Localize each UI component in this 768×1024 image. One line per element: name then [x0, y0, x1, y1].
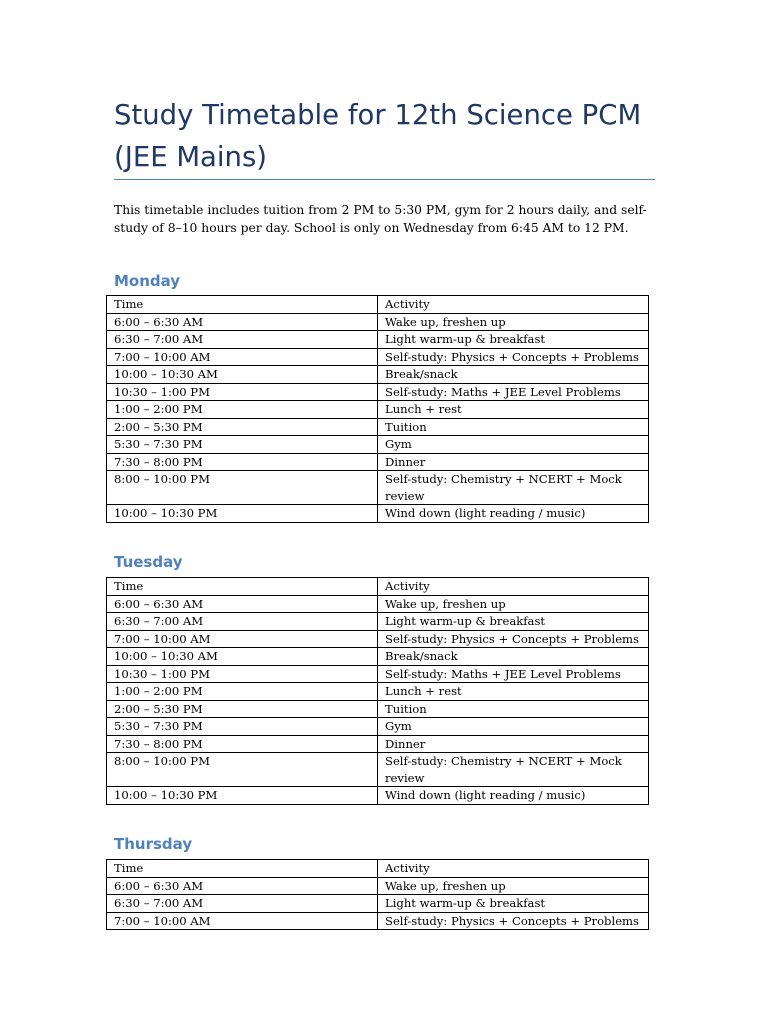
time-cell: 7:00 – 10:00 AM — [107, 912, 378, 930]
table-row — [107, 718, 649, 736]
table-row — [107, 331, 649, 349]
table-row — [107, 436, 649, 454]
table-row — [107, 683, 649, 701]
time-cell: 8:00 – 10:00 PM — [107, 753, 378, 787]
table-row — [107, 895, 649, 913]
activity-cell: Lunch + rest — [378, 401, 649, 419]
time-cell: 6:30 – 7:00 AM — [107, 613, 378, 631]
activity-cell: Self-study: Chemistry + NCERT + Mock review — [378, 471, 649, 505]
time-cell: Time — [107, 578, 378, 596]
document-title: Study Timetable for 12th Science PCM (JEE Mains) — [114, 99, 642, 173]
time-cell: 2:00 – 5:30 PM — [107, 700, 378, 718]
time-cell: Time — [107, 860, 378, 878]
table-header-row — [107, 860, 649, 878]
activity-cell: Activity — [378, 860, 649, 878]
table-row — [107, 735, 649, 753]
activity-cell: Gym — [378, 436, 649, 454]
time-cell: 2:00 – 5:30 PM — [107, 418, 378, 436]
timetable-monday — [106, 295, 649, 523]
time-cell: 6:00 – 6:30 AM — [107, 877, 378, 895]
table-header-row — [107, 296, 649, 314]
activity-cell: Self-study: Maths + JEE Level Problems — [378, 383, 649, 401]
time-cell: Time — [107, 296, 378, 314]
time-cell: 6:30 – 7:00 AM — [107, 895, 378, 913]
time-cell: 7:00 – 10:00 AM — [107, 348, 378, 366]
table-row — [107, 383, 649, 401]
timetable-tuesday — [106, 577, 649, 805]
activity-cell: Light warm-up & breakfast — [378, 613, 649, 631]
table-row — [107, 348, 649, 366]
table-row — [107, 471, 649, 505]
activity-cell: Dinner — [378, 735, 649, 753]
activity-cell: Self-study: Maths + JEE Level Problems — [378, 665, 649, 683]
time-cell: 6:00 – 6:30 AM — [107, 595, 378, 613]
table-row — [107, 787, 649, 805]
table-row — [107, 313, 649, 331]
activity-cell: Wind down (light reading / music) — [378, 787, 649, 805]
table-row — [107, 665, 649, 683]
day-heading-monday: Monday — [114, 272, 181, 290]
time-cell: 8:00 – 10:00 PM — [107, 471, 378, 505]
activity-cell: Self-study: Chemistry + NCERT + Mock review — [378, 753, 649, 787]
day-heading-thursday: Thursday — [114, 835, 193, 853]
title-underline — [114, 179, 655, 180]
activity-cell: Activity — [378, 296, 649, 314]
table-row — [107, 877, 649, 895]
activity-cell: Self-study: Physics + Concepts + Problems — [378, 912, 649, 930]
time-cell: 10:00 – 10:30 AM — [107, 648, 378, 666]
table-row — [107, 453, 649, 471]
time-cell: 1:00 – 2:00 PM — [107, 401, 378, 419]
table-header-row — [107, 578, 649, 596]
table-row — [107, 630, 649, 648]
table-row — [107, 912, 649, 930]
day-heading-tuesday: Tuesday — [114, 553, 183, 571]
activity-cell: Gym — [378, 718, 649, 736]
activity-cell: Wind down (light reading / music) — [378, 505, 649, 523]
table-row — [107, 366, 649, 384]
activity-cell: Tuition — [378, 418, 649, 436]
table-row — [107, 613, 649, 631]
table-row — [107, 595, 649, 613]
activity-cell: Self-study: Physics + Concepts + Problems — [378, 630, 649, 648]
time-cell: 7:30 – 8:00 PM — [107, 453, 378, 471]
table-row — [107, 505, 649, 523]
time-cell: 10:00 – 10:30 PM — [107, 787, 378, 805]
activity-cell: Self-study: Physics + Concepts + Problems — [378, 348, 649, 366]
time-cell: 5:30 – 7:30 PM — [107, 718, 378, 736]
table-row — [107, 418, 649, 436]
time-cell: 6:30 – 7:00 AM — [107, 331, 378, 349]
activity-cell: Light warm-up & breakfast — [378, 895, 649, 913]
time-cell: 7:00 – 10:00 AM — [107, 630, 378, 648]
table-row — [107, 700, 649, 718]
intro-paragraph: This timetable includes tuition from 2 PM to 5:30 PM, gym for 2 hours daily, and self-study of 8–10 hours per day. School is only on Wednesday from 6:45 AM to 12 PM. — [114, 203, 647, 235]
time-cell: 10:30 – 1:00 PM — [107, 383, 378, 401]
activity-cell: Lunch + rest — [378, 683, 649, 701]
activity-cell: Light warm-up & breakfast — [378, 331, 649, 349]
time-cell: 6:00 – 6:30 AM — [107, 313, 378, 331]
activity-cell: Dinner — [378, 453, 649, 471]
table-row — [107, 753, 649, 787]
table-row — [107, 401, 649, 419]
activity-cell: Break/snack — [378, 366, 649, 384]
time-cell: 1:00 – 2:00 PM — [107, 683, 378, 701]
activity-cell: Wake up, freshen up — [378, 877, 649, 895]
time-cell: 5:30 – 7:30 PM — [107, 436, 378, 454]
activity-cell: Activity — [378, 578, 649, 596]
activity-cell: Break/snack — [378, 648, 649, 666]
table-row — [107, 648, 649, 666]
timetable-thursday — [106, 859, 649, 930]
activity-cell: Tuition — [378, 700, 649, 718]
time-cell: 10:30 – 1:00 PM — [107, 665, 378, 683]
time-cell: 7:30 – 8:00 PM — [107, 735, 378, 753]
time-cell: 10:00 – 10:30 PM — [107, 505, 378, 523]
activity-cell: Wake up, freshen up — [378, 313, 649, 331]
time-cell: 10:00 – 10:30 AM — [107, 366, 378, 384]
activity-cell: Wake up, freshen up — [378, 595, 649, 613]
